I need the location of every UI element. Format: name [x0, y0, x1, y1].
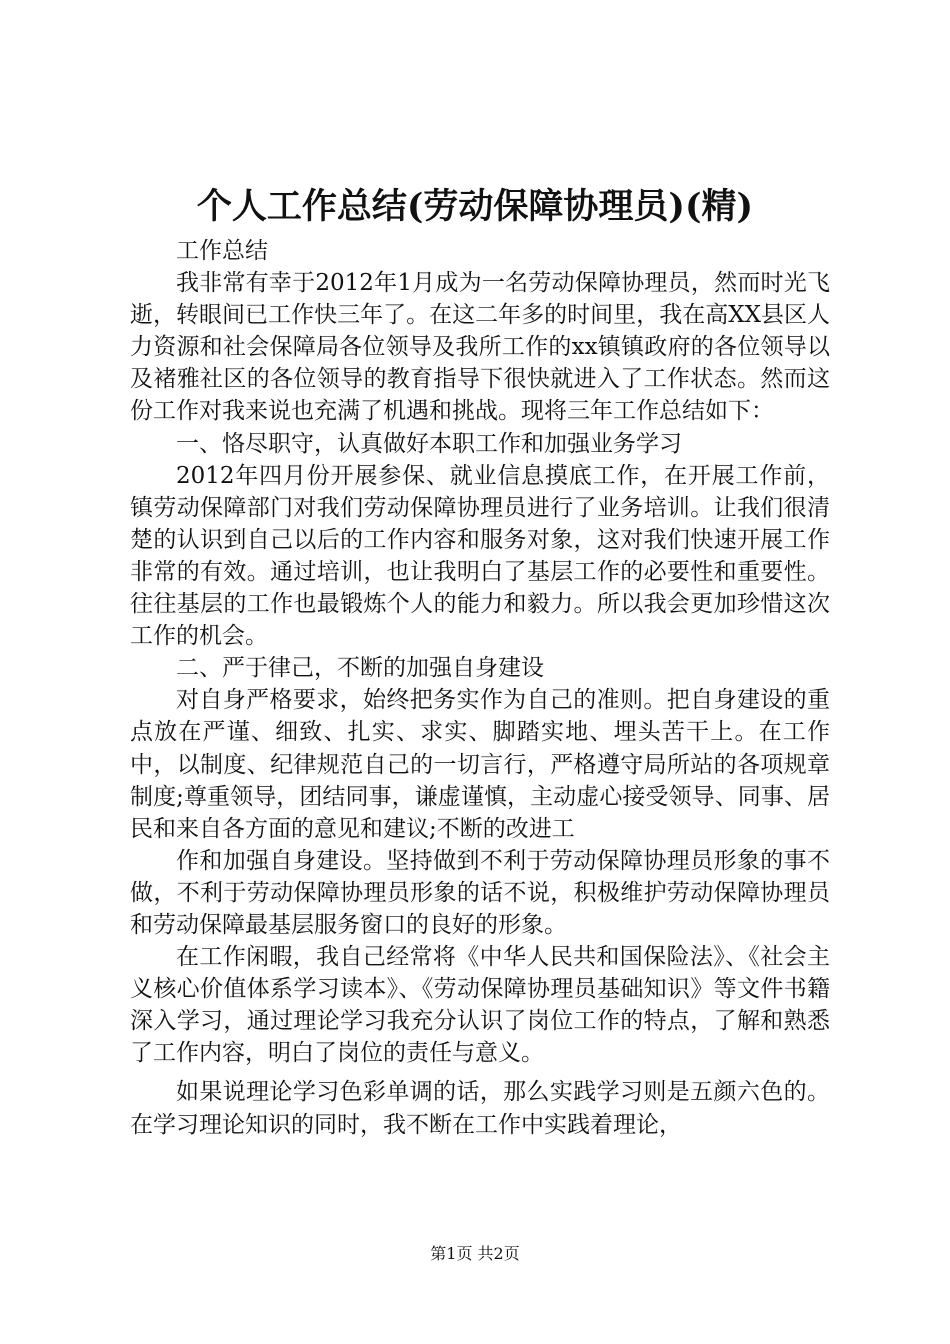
paragraph-section-2b: 作和加强自身建设。坚持做到不利于劳动保障协理员形象的事不做，不利于劳动保障协理员形象的话不说，积极维护劳动保障协理员和劳动保障最基层服务窗口的良好的形象。 — [130, 847, 830, 938]
paragraph-section-2a: 对自身严格要求，始终把务实作为自己的准则。把自身建设的重点放在严谨、细致、扎实、求实、脚踏实地、埋头苦干上。在工作中，以制度、纪律规范自己的一切言行，严格遵守局所站的各项规章制度;尊重领导，团结同事，谦虚谨慎，主动虚心接受领导、同事、居民和来自各方面的意见和建议;不断的改进工 — [130, 687, 830, 842]
page-footer: 第1页 共2页 — [430, 1244, 520, 1263]
paragraph-section-1: 2012年四月份开展参保、就业信息摸底工作，在开展工作前，镇劳动保障部门对我们劳动保障协理员进行了业务培训。让我们很清楚的认识到自己以后的工作内容和服务对象，这对我们快速开展工作非常的有效。通过培训，也让我明白了基层工作的必要性和重要性。往往基层的工作也最锻炼个人的能力和毅力。所以我会更加珍惜这次工作的机会。 — [130, 462, 830, 650]
paragraph-practice: 如果说理论学习色彩单调的话，那么实践学习则是五颜六色的。在学习理论知识的同时，我不断在工作中实践着理论， — [130, 1079, 830, 1138]
section-heading-1: 一、恪尽职守，认真做好本职工作和加强业务学习 — [176, 430, 682, 457]
section-heading-2: 二、严于律己，不断的加强自身建设 — [176, 655, 544, 682]
paragraph-intro: 我非常有幸于2012年1月成为一名劳动保障协理员，然而时光飞逝，转眼间已工作快三年了。在这二年多的时间里，我在高XX县区人力资源和社会保障局各位领导及我所工作的xx镇镇政府的各位领导以及褚雅社区的各位领导的教育指导下很快就进入了工作状态。然而这份工作对我来说也充满了机遇和挑战。现将三年工作总结如下： — [130, 270, 830, 425]
document-body — [130, 235, 830, 1141]
document-title: 个人工作总结(劳动保障协理员)(精) — [196, 186, 754, 227]
paragraph-heading: 工作总结 — [176, 238, 268, 264]
paragraph-study: 在工作闲暇，我自己经常将《中华人民共和国保险法》、《社会主义核心价值体系学习读本》、《劳动保障协理员基础知识》等文件书籍深入学习，通过理论学习我充分认识了岗位工作的特点，了解和熟悉了工作内容，明白了岗位的责任与意义。 — [130, 944, 830, 1067]
